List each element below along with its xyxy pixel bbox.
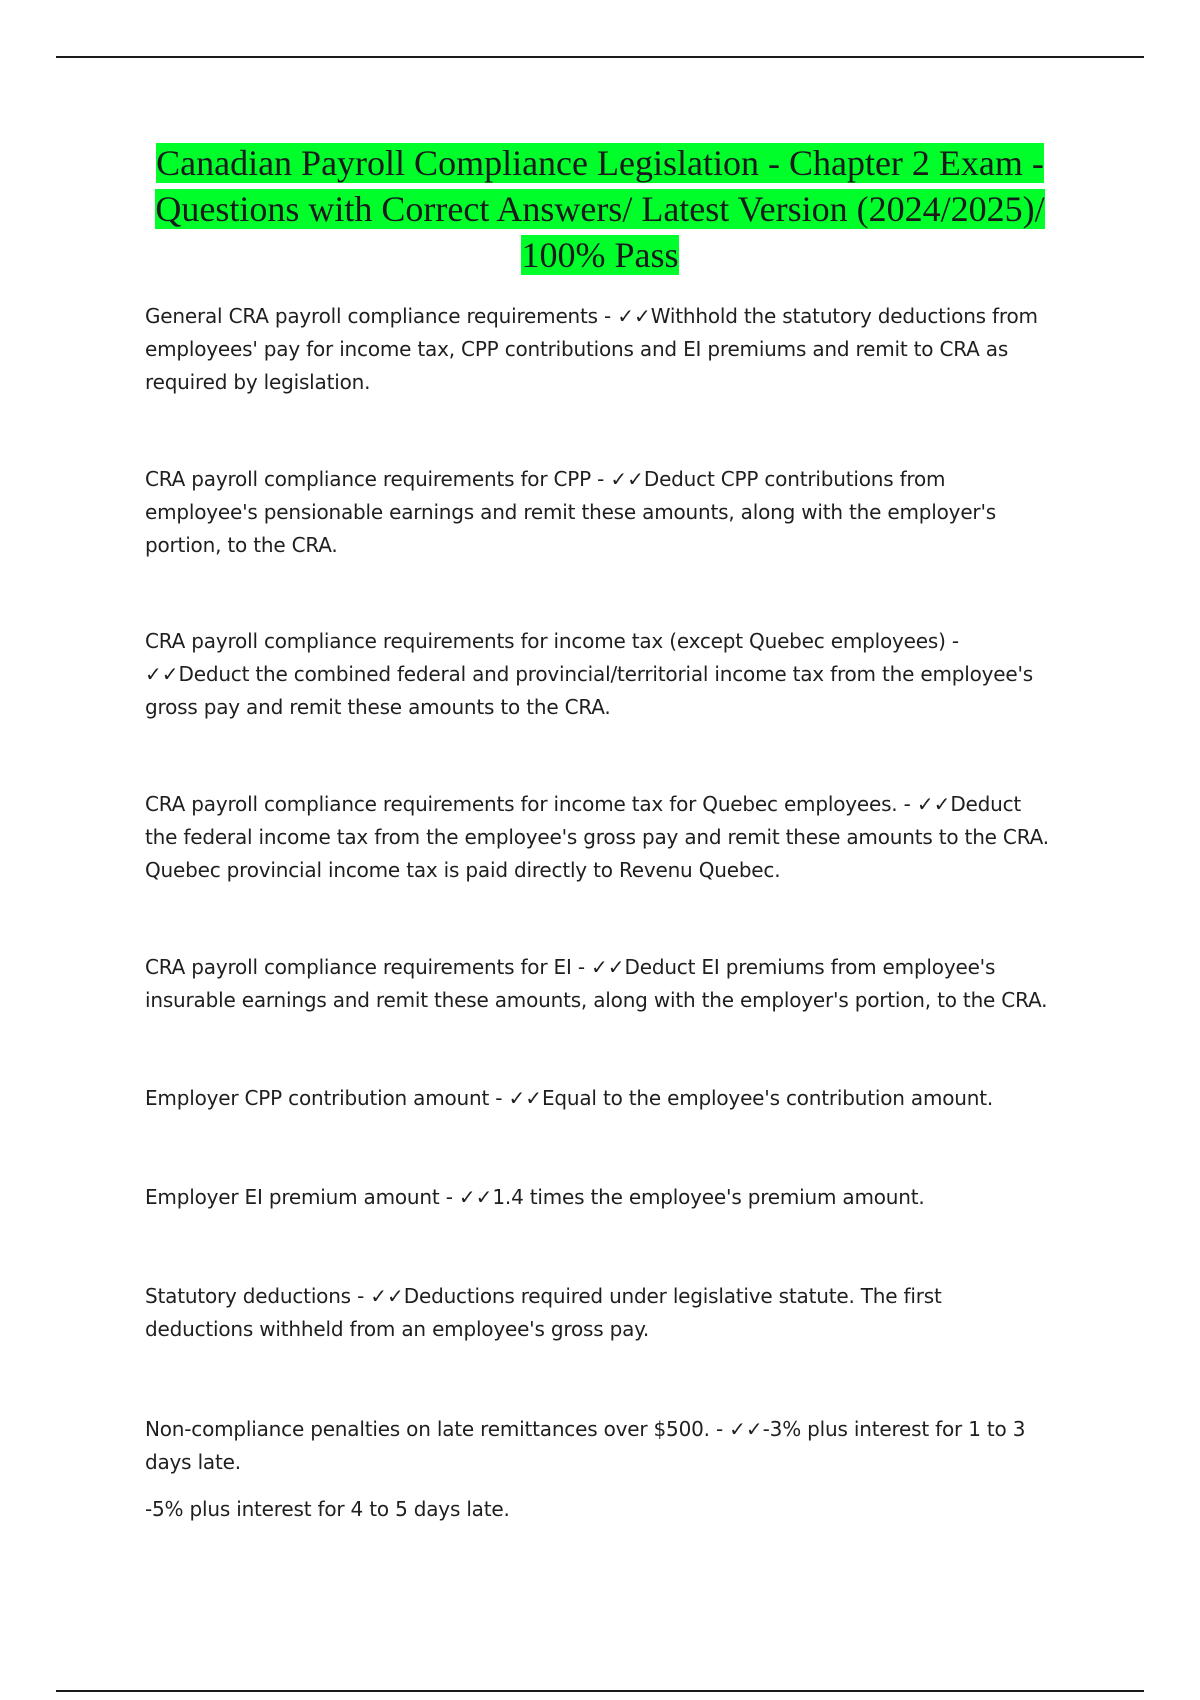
question-text: CRA payroll compliance requirements for CPP	[145, 467, 592, 491]
question-text: CRA payroll compliance requirements for income tax for Quebec employees.	[145, 792, 898, 816]
answer-text: Deduct EI premiums from employee's insurable earnings and remit these amounts, along with the employer's portion, to the CRA.	[145, 955, 1048, 1012]
checkmark-icon: ✓✓	[617, 304, 651, 328]
answer-text: Deductions required under legislative statute. The first deductions withheld from an employee's gross pay.	[145, 1284, 942, 1341]
qa-text: General CRA payroll compliance requirements - ✓✓Withhold the statutory deductions from employees' pay for income tax, CPP contributions and EI premiums and remit to CRA as required by legislation.	[145, 304, 1038, 394]
qa-item	[145, 951, 1055, 1017]
checkmark-icon: ✓✓	[610, 467, 644, 491]
qa-item	[145, 1413, 1055, 1526]
question-text: Employer CPP contribution amount	[145, 1086, 490, 1110]
document-title	[120, 140, 1080, 278]
qa-text: Employer EI premium amount - ✓✓1.4 times the employee's premium amount.	[145, 1185, 925, 1209]
qa-item	[145, 300, 1055, 399]
question-text: Statutory deductions	[145, 1284, 351, 1308]
answer-text: -3% plus interest for 1 to 3 days late.	[145, 1417, 1026, 1474]
qa-item	[145, 788, 1055, 887]
qa-item	[145, 625, 1055, 724]
answer-text: Deduct the federal income tax from the employee's gross pay and remit these amounts to the CRA. Quebec provincial income tax is paid directly to Revenu Quebec.	[145, 792, 1049, 882]
checkmark-icon: ✓✓	[729, 1417, 763, 1441]
qa-text: Employer CPP contribution amount - ✓✓Equal to the employee's contribution amount.	[145, 1086, 994, 1110]
checkmark-icon: ✓✓	[508, 1086, 542, 1110]
answer-text: 1.4 times the employee's premium amount.	[492, 1185, 925, 1209]
qa-text: CRA payroll compliance requirements for income tax (except Quebec employees) - ✓✓Deduct the combined federal and provincial/territorial income tax from the employee's gross pay and remit these amounts to the CRA.	[145, 629, 1034, 719]
question-text: General CRA payroll compliance requirements	[145, 304, 598, 328]
checkmark-icon: ✓✓	[370, 1284, 404, 1308]
qa-item	[145, 463, 1055, 562]
qa-text: Statutory deductions - ✓✓Deductions required under legislative statute. The first deductions withheld from an employee's gross pay.	[145, 1284, 942, 1341]
question-text: CRA payroll compliance requirements for income tax (except Quebec employees)	[145, 629, 946, 653]
checkmark-icon: ✓✓	[458, 1185, 493, 1209]
qa-text: CRA payroll compliance requirements for EI - ✓✓Deduct EI premiums from employee's insurable earnings and remit these amounts, along with the employer's portion, to the CRA.	[145, 955, 1048, 1012]
question-text: Non-compliance penalties on late remittances over $500.	[145, 1417, 710, 1441]
answer-text: Deduct the combined federal and provincial/territorial income tax from the employee's gross pay and remit these amounts to the CRA.	[145, 662, 1034, 719]
checkmark-icon: ✓✓	[145, 662, 179, 686]
question-text: Employer EI premium amount	[145, 1185, 440, 1209]
question-text: CRA payroll compliance requirements for EI	[145, 955, 572, 979]
qa-item	[145, 1280, 1055, 1346]
top-rule	[56, 56, 1144, 58]
answer-text: Deduct CPP contributions from employee's pensionable earnings and remit these amounts, along with the employer's portion, to the CRA.	[145, 467, 996, 557]
title-highlight: Canadian Payroll Compliance Legislation - Chapter 2 Exam - Questions with Correct Answers/ Latest Version (2024/2025)/ 100% Pass	[155, 143, 1045, 275]
checkmark-icon: ✓✓	[591, 955, 625, 979]
bottom-rule	[56, 1690, 1144, 1692]
qa-text: CRA payroll compliance requirements for CPP - ✓✓Deduct CPP contributions from employee's pensionable earnings and remit these amounts, along with the employer's portion, to the CRA.	[145, 467, 996, 557]
qa-item	[145, 1082, 1055, 1115]
answer-continuation: -5% plus interest for 4 to 5 days late.	[145, 1497, 510, 1521]
qa-item	[145, 1181, 1055, 1214]
qa-text: CRA payroll compliance requirements for income tax for Quebec employees. - ✓✓Deduct the federal income tax from the employee's gross pay and remit these amounts to the CRA. Quebec provincial income tax is paid directly to Revenu Quebec.	[145, 792, 1049, 882]
qa-text: Non-compliance penalties on late remittances over $500. - ✓✓-3% plus interest for 1 to 3 days late.	[145, 1417, 1026, 1474]
answer-text: Equal to the employee's contribution amount.	[541, 1086, 994, 1110]
answer-text: Withhold the statutory deductions from employees' pay for income tax, CPP contributions and EI premiums and remit to CRA as required by legislation.	[145, 304, 1038, 394]
checkmark-icon: ✓✓	[916, 792, 951, 816]
